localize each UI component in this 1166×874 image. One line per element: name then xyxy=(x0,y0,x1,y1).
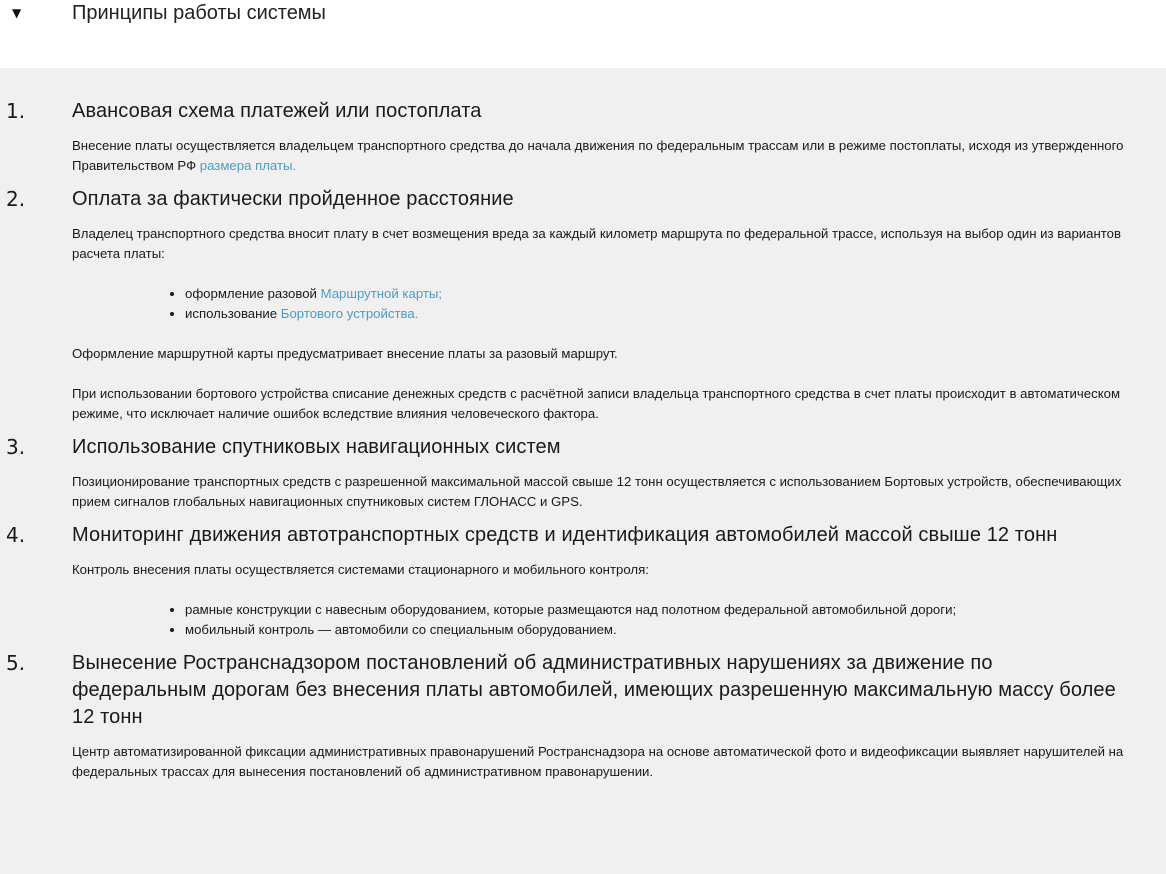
list-item xyxy=(185,304,1132,324)
principle-text: При использовании бортового устройства списание денежных средств с расчётной записи владельца транспортного средства в счет платы происходит в автоматическом режиме, что исключает наличие ошибок вследствие влияния человеческого фактора. xyxy=(72,386,1121,421)
control-list xyxy=(72,600,1132,640)
fee-size-link[interactable]: размера платы. xyxy=(199,158,297,173)
principle-2 xyxy=(0,186,1132,424)
item-number: 5. xyxy=(6,651,26,675)
principles-list xyxy=(0,68,1166,782)
item-number: 3. xyxy=(6,435,26,459)
principle-heading: Оплата за фактически пройденное расстояние xyxy=(72,188,514,210)
principle-text: Позиционирование транспортных средств с разрешенной максимальной массой свыше 12 тонн осуществляется с использованием Бортовых устройств, обеспечивающих прием сигналов глобальных навигационных спутниковых систем ГЛОНАСС и GPS. xyxy=(72,474,1122,509)
text: использование xyxy=(185,306,281,321)
principle-text: Центр автоматизированной фиксации административных правонарушений Ространснадзора на основе автоматической фото и видеофиксации выявляет нарушителей на федеральных трассах для вынесения постановлений об административном правонарушении. xyxy=(72,744,1124,779)
list-item: • рамные конструкции с навесным оборудованием, которые размещаются над полотном федеральной автомобильной дороги; xyxy=(185,600,1132,620)
item-number: 4. xyxy=(6,523,26,547)
list-item xyxy=(185,284,1132,304)
principle-1 xyxy=(0,98,1132,176)
triangle-down-icon[interactable]: ▼ xyxy=(12,6,22,20)
principle-text: Контроль внесения платы осуществляется системами стационарного и мобильного контроля: xyxy=(72,562,649,577)
principle-heading: Мониторинг движения автотранспортных средств и идентификация автомобилей массой свыше 12 тонн xyxy=(72,524,1058,546)
principle-text: Владелец транспортного средства вносит плату в счет возмещения вреда за каждый километр маршрута по федеральной трассе, используя на выбор один из вариантов расчета платы: xyxy=(72,226,1122,261)
principle-text xyxy=(72,136,1132,176)
section-title: Принципы работы системы xyxy=(72,2,326,24)
principle-heading: Использование спутниковых навигационных систем xyxy=(72,436,561,458)
text: Внесение платы осуществляется владельцем транспортного средства до начала движения по федеральным трассам или в режиме постоплаты, исходя из утвержденного Правительством РФ xyxy=(72,138,1124,173)
principle-heading: Вынесение Ространснадзором постановлений об административных нарушениях за движение по федеральным дорогам без внесения платы автомобилей, имеющих разрешенную максимальную массу более 12 тонн xyxy=(72,652,1116,728)
route-card-link[interactable]: Маршрутной карты; xyxy=(320,286,443,301)
list-item: • мобильный контроль — автомобили со специальным оборудованием. xyxy=(185,620,1132,640)
principle-text: Оформление маршрутной карты предусматривает внесение платы за разовый маршрут. xyxy=(72,346,618,361)
principle-5 xyxy=(0,650,1132,782)
principle-3 xyxy=(0,434,1132,512)
onboard-unit-link[interactable]: Бортового устройства. xyxy=(280,306,419,321)
payment-options-list xyxy=(72,284,1132,324)
text: оформление разовой xyxy=(185,286,321,301)
principle-4 xyxy=(0,522,1132,640)
item-number: 1. xyxy=(6,99,26,123)
item-number: 2. xyxy=(6,187,26,211)
principle-heading: Авансовая схема платежей или постоплата xyxy=(72,100,482,122)
section-header[interactable] xyxy=(0,0,1166,68)
